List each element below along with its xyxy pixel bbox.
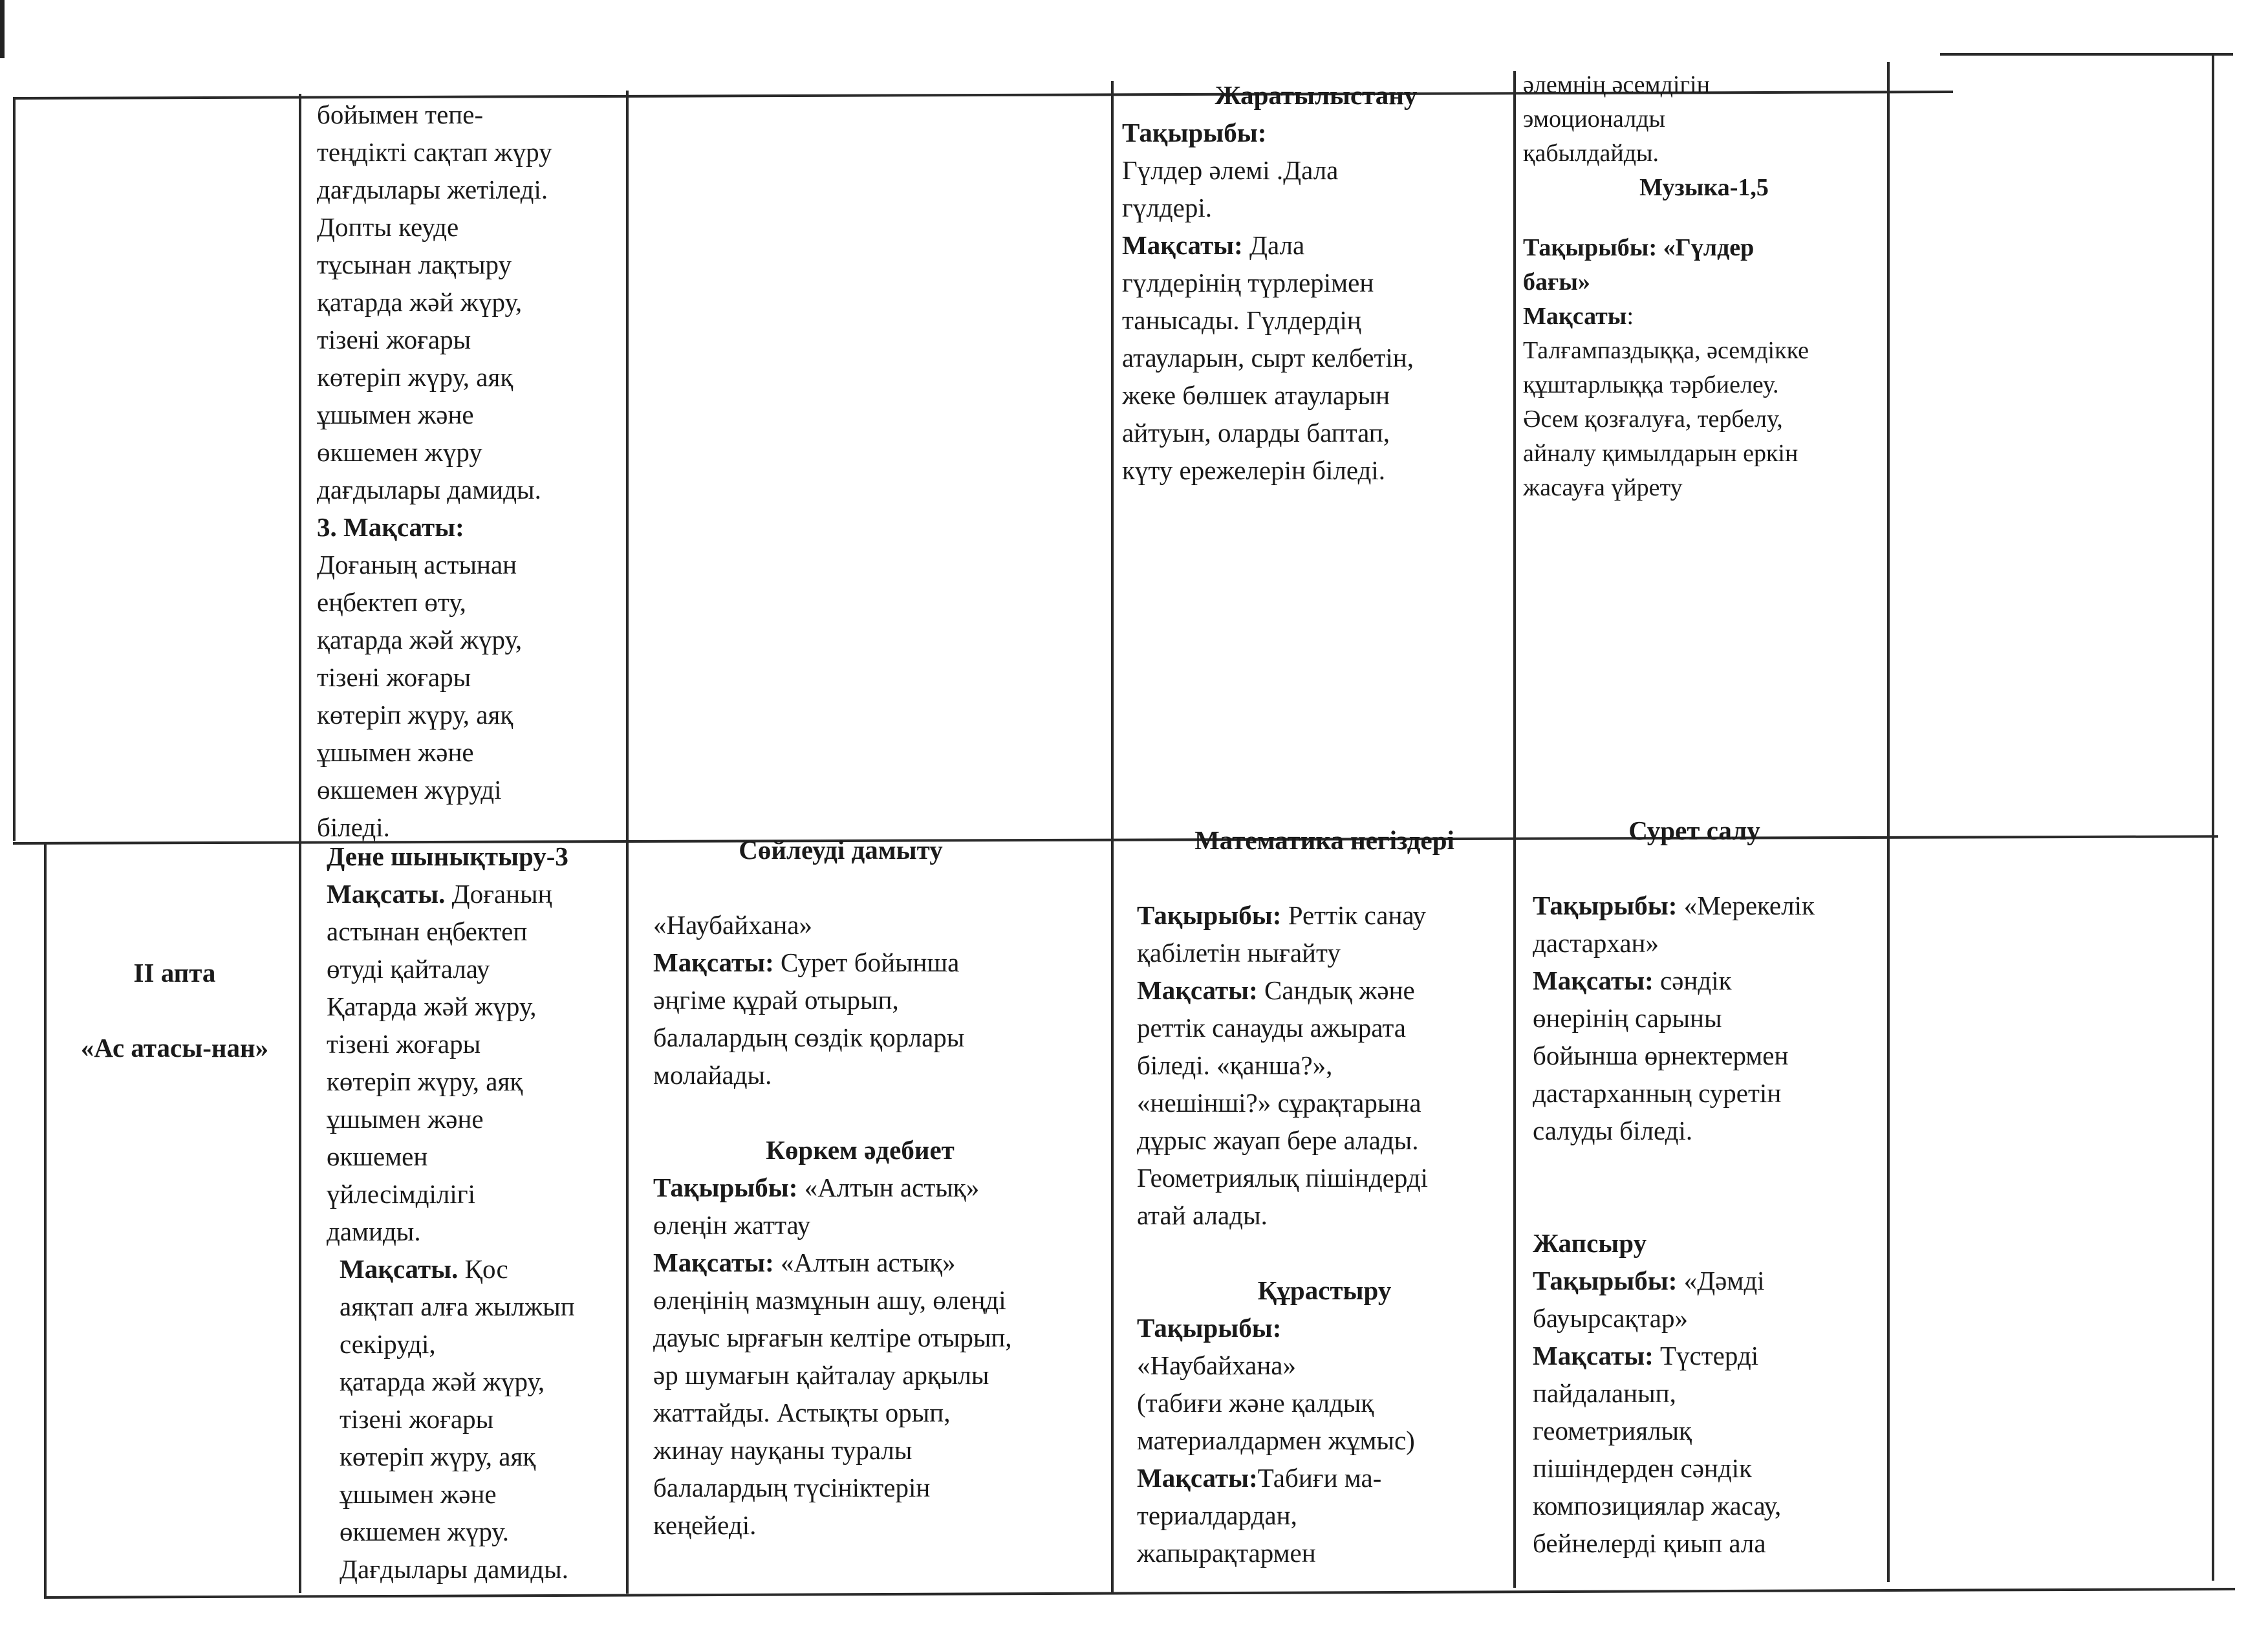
nature-goal-line [1122,226,1510,264]
music-topic-label: Тақырыбы [1523,234,1649,261]
literature-goal-line: жаттайды. Астықты орып, [653,1398,951,1427]
literature-goal-line: кеңейеді. [653,1510,757,1540]
literature-topic-first: «Алтын астық» [797,1173,980,1202]
construction-goal-line: жапырақтармен [1137,1538,1316,1568]
applique-goal-line: композициялар жасау, [1533,1491,1782,1521]
text-line: тізені жоғары [340,1404,494,1434]
literature-topic-line2: өлеңін жаттау [653,1210,811,1240]
drawing-goal-line: салуды біледі. [1533,1116,1693,1145]
music-intro-line: эмоционалды [1523,105,1666,133]
literature-topic-label: Тақырыбы: [653,1173,798,1202]
week-theme: «Ас атасы-нан» [80,1033,269,1063]
literature-goal-line [653,1244,1106,1281]
construction-topic-line: «Наубайхана» [1137,1350,1296,1380]
applique-topic-first: «Дәмді [1677,1266,1765,1295]
literature-topic-line [653,1169,1106,1206]
text-line: тізені жоғары [327,1029,481,1059]
music-heading: Музыка-1,5 [1639,174,1769,201]
nature-heading: Жаратылыстану [1215,80,1418,110]
speech-goal-line: әңгіме құрай отырып, [653,985,899,1015]
col-divider-4 [1513,71,1516,1588]
music-intro-line: қабылдайды. [1523,140,1659,167]
text-line: өкшемен [327,1142,428,1171]
text-line: ұшымен және [327,1104,484,1134]
nature-goal-line: гүлдерінің түрлерімен [1122,268,1374,298]
physical-goal1-line [327,875,631,913]
literature-goal-label: Мақсаты: [653,1248,774,1277]
construction-heading: Құрастыру [1257,1275,1392,1305]
physical-goal2-first: Қос [458,1254,508,1284]
applique-goal-first: Түстерді [1653,1341,1759,1370]
music-intro-line: әлемнің әсемдігін [1523,71,1710,98]
applique-topic-line [1533,1262,1895,1299]
drawing-goal-label: Мақсаты: [1533,966,1654,995]
music-topic-line2: бағы» [1523,268,1590,296]
text-line: қатарда жәй жүру, [340,1367,545,1396]
math-topic-line2: қабілетін нығайту [1137,938,1341,968]
drawing-topic-first: «Мерекелік [1677,891,1815,920]
text-line: ұшымен және [317,737,474,767]
speech-goal-first: Сурет бойынша [773,947,960,977]
row2-drawing-cell [1533,812,1895,1562]
text-line: көтеріп жүру, аяқ [317,362,513,392]
spacer [1137,859,1512,896]
text-line: ұшымен және [317,400,474,429]
drawing-goal-line: өнерінің сарыны [1533,1003,1722,1033]
applique-goal-line: пішіндерден сәндік [1533,1453,1753,1483]
row1-physical-cell [317,96,621,846]
spacer [653,869,1106,906]
construction-topic-line: материалдармен жұмыс) [1137,1425,1415,1455]
nature-goal-line: күту ережелерін біледі. [1122,455,1386,485]
math-topic-first: Реттік санау [1281,900,1427,930]
physical-goal1-label: Мақсаты. [327,879,446,909]
music-goal-line: Талғампаздыққа, әсемдікке [1523,337,1809,364]
nature-goal-line: айтуын, оларды баптап, [1122,418,1390,448]
text-line: бойымен тепе- [317,100,484,129]
text-line: тізені жоғары [317,325,471,354]
text-line: Қатарда жәй жүру, [327,991,537,1021]
construction-goal-line [1137,1459,1512,1497]
applique-goal-line: бейнелерді қиып ала [1533,1528,1766,1558]
music-goal-label: Мақсаты [1523,303,1627,330]
construction-topic-line: (табиғи және қалдық [1137,1388,1374,1418]
drawing-goal-line: дастарханның суретін [1533,1078,1782,1108]
speech-goal-label: Мақсаты: [653,947,774,977]
text-line: қатарда жәй жүру, [317,287,523,317]
text-line: өтуді қайталау [327,954,490,984]
text-line: тізені жоғары [317,662,471,692]
text-line: біледі. [317,812,390,842]
nature-topic-label: Тақырыбы: [1122,118,1267,147]
math-goal-line: реттік санауды ажырата [1137,1013,1406,1043]
math-goal-line: дұрыс жауап бере алады. [1137,1125,1419,1155]
text-line: өкшемен жүруді [317,775,502,805]
text-line: қатарда жәй жүру, [317,625,523,655]
table-bottom-border [44,1588,2235,1599]
text-line: дамиды. [327,1217,421,1246]
math-goal-line [1137,971,1512,1009]
music-goal-line: жасауға үйрету [1523,474,1683,501]
music-goal-line: Әсем қозғалуға, тербелу, [1523,406,1783,433]
speech-goal-line: молайады. [653,1060,772,1090]
spacer [1137,1234,1512,1272]
construction-goal-label: Мақсаты: [1137,1463,1258,1493]
text-line: теңдікті сақтап жүру [317,137,552,167]
col-divider-0 [13,97,16,841]
applique-topic-line2: бауырсақтар» [1533,1303,1688,1333]
drawing-heading: Сурет салу [1628,816,1760,845]
text-line: өкшемен жүру [317,437,482,467]
math-goal-line: атай алады. [1137,1200,1268,1230]
math-goal-label: Мақсаты: [1137,975,1258,1005]
text-line: еңбектеп өту, [317,587,466,617]
math-heading: Математика негіздері [1194,825,1454,855]
literature-goal-line: жинау науқаны туралы [653,1435,913,1465]
literature-goal-line: балалардың түсініктерін [653,1473,931,1502]
text-line: Доғаның астынан [317,550,517,579]
math-goal-line: Геометриялық пішіндерді [1137,1163,1429,1193]
applique-goal-line [1533,1337,1895,1374]
speech-goal-line: балалардың сөздік қорлары [653,1023,965,1052]
spacer [1533,1149,1895,1224]
applique-topic-label: Тақырыбы: [1533,1266,1678,1295]
scan-edge-mark [0,0,5,58]
text-line: дағдылары дамиды. [317,475,541,504]
music-goal-line [1523,299,1885,334]
math-goal-line: біледі. «қанша?», [1137,1050,1333,1080]
text-line: секіруді, [340,1329,436,1359]
text-line: Допты кеуде [317,212,459,242]
drawing-goal-line: бойынша өрнектермен [1533,1041,1789,1070]
nature-goal-line: жеке бөлшек атауларын [1122,380,1390,410]
nature-goal-line: атауларын, сырт келбетін, [1122,343,1414,373]
row2-physical-cell [327,838,631,1588]
speech-topic: «Наубайхана» [653,910,812,940]
construction-topic-label: Тақырыбы: [1137,1313,1282,1343]
physical-goal2-lines [327,1288,631,1588]
speech-heading: Сөйлеуді дамыту [739,835,943,865]
text-line: көтеріп жүру, аяқ [327,1067,523,1096]
applique-heading: Жапсыру [1533,1228,1647,1258]
drawing-topic-line [1533,887,1895,924]
week-label: ІІ апта [133,958,216,988]
music-topic-rest: : «Гүлдер [1648,234,1755,261]
nature-topic-line: Гүлдер әлемі .Дала [1122,155,1339,185]
col-divider-3 [1111,81,1114,1594]
spacer [653,1094,1106,1131]
text-line: ұшымен және [340,1479,497,1509]
drawing-goal-line [1533,962,1895,999]
text-line: 3. Мақсаты: [317,512,464,542]
spacer [1523,205,1885,231]
text-line: аяқтап алға жылжып [340,1292,575,1321]
row2-speech-cell [653,831,1106,1544]
applique-goal-line: пайдаланып, [1533,1378,1676,1408]
literature-goal-first: «Алтын астық» [773,1248,956,1277]
text-line: дағдылары жетіледі. [317,175,548,204]
physical-heading: Дене шынықтыру-3 [327,841,568,871]
construction-goal-first: Табиғи ма- [1257,1463,1382,1493]
math-goal-line: «нешінші?» сұрақтарына [1137,1088,1421,1118]
spacer [52,991,297,1029]
math-topic-line [1137,896,1512,934]
literature-heading: Көркем әдебиет [766,1135,955,1165]
col-divider-6 [2212,54,2214,1581]
row2-math-cell [1137,821,1512,1572]
spacer [1533,849,1895,887]
text-line: үйлесімділігі [327,1179,475,1209]
text-line: Дағдылары дамиды. [340,1554,568,1584]
physical-goal1-lines [327,913,631,1250]
row1-nature-cell [1122,76,1510,489]
table-top-border-right [1940,53,2233,56]
drawing-goal-first: сәндік [1653,966,1732,995]
applique-goal-label: Мақсаты: [1533,1341,1654,1370]
drawing-topic-line2: дастархан» [1533,928,1659,958]
math-topic-label: Тақырыбы: [1137,900,1282,930]
nature-goal-first: Дала [1242,230,1305,260]
text-line: тұсынан лақтыру [317,250,512,279]
applique-goal-line: геометриялық [1533,1416,1692,1446]
text-line: көтеріп жүру, аяқ [340,1442,536,1471]
nature-goal-line: танысады. Гүлдердің [1122,305,1361,335]
music-goal-line: айналу қимылдарын еркін [1523,440,1798,467]
literature-goal-line: әр шумағын қайталау арқылы [653,1360,989,1390]
music-goal-line: құштарлыққа тәрбиелеу. [1523,371,1779,398]
row1-physical-lines [317,96,621,846]
music-goal-colon: : [1626,303,1634,330]
math-goal-first: Сандық және [1257,975,1415,1005]
music-topic-line [1523,231,1885,265]
text-line: өкшемен жүру. [340,1517,509,1546]
speech-goal-line [653,944,1106,981]
week-cell [52,954,297,1067]
text-line: астынан еңбектеп [327,916,528,946]
drawing-topic-label: Тақырыбы: [1533,891,1678,920]
nature-goal-label: Мақсаты: [1122,230,1243,260]
row1-music-cell [1523,68,1885,505]
col-divider-0-lower [44,844,47,1596]
literature-goal-line: дауыс ырғағын келтіре отырып, [653,1323,1012,1352]
text-line: көтеріп жүру, аяқ [317,700,513,730]
nature-topic-line: гүлдері. [1122,193,1212,222]
literature-goal-line: өлеңінің мазмұнын ашу, өлеңді [653,1285,1006,1315]
construction-goal-line: териалдардан, [1137,1500,1297,1530]
physical-goal2-label: Мақсаты. [340,1254,459,1284]
physical-goal2-line [327,1250,631,1288]
physical-goal1-first: Доғаның [445,879,552,909]
col-divider-1 [299,94,301,1593]
